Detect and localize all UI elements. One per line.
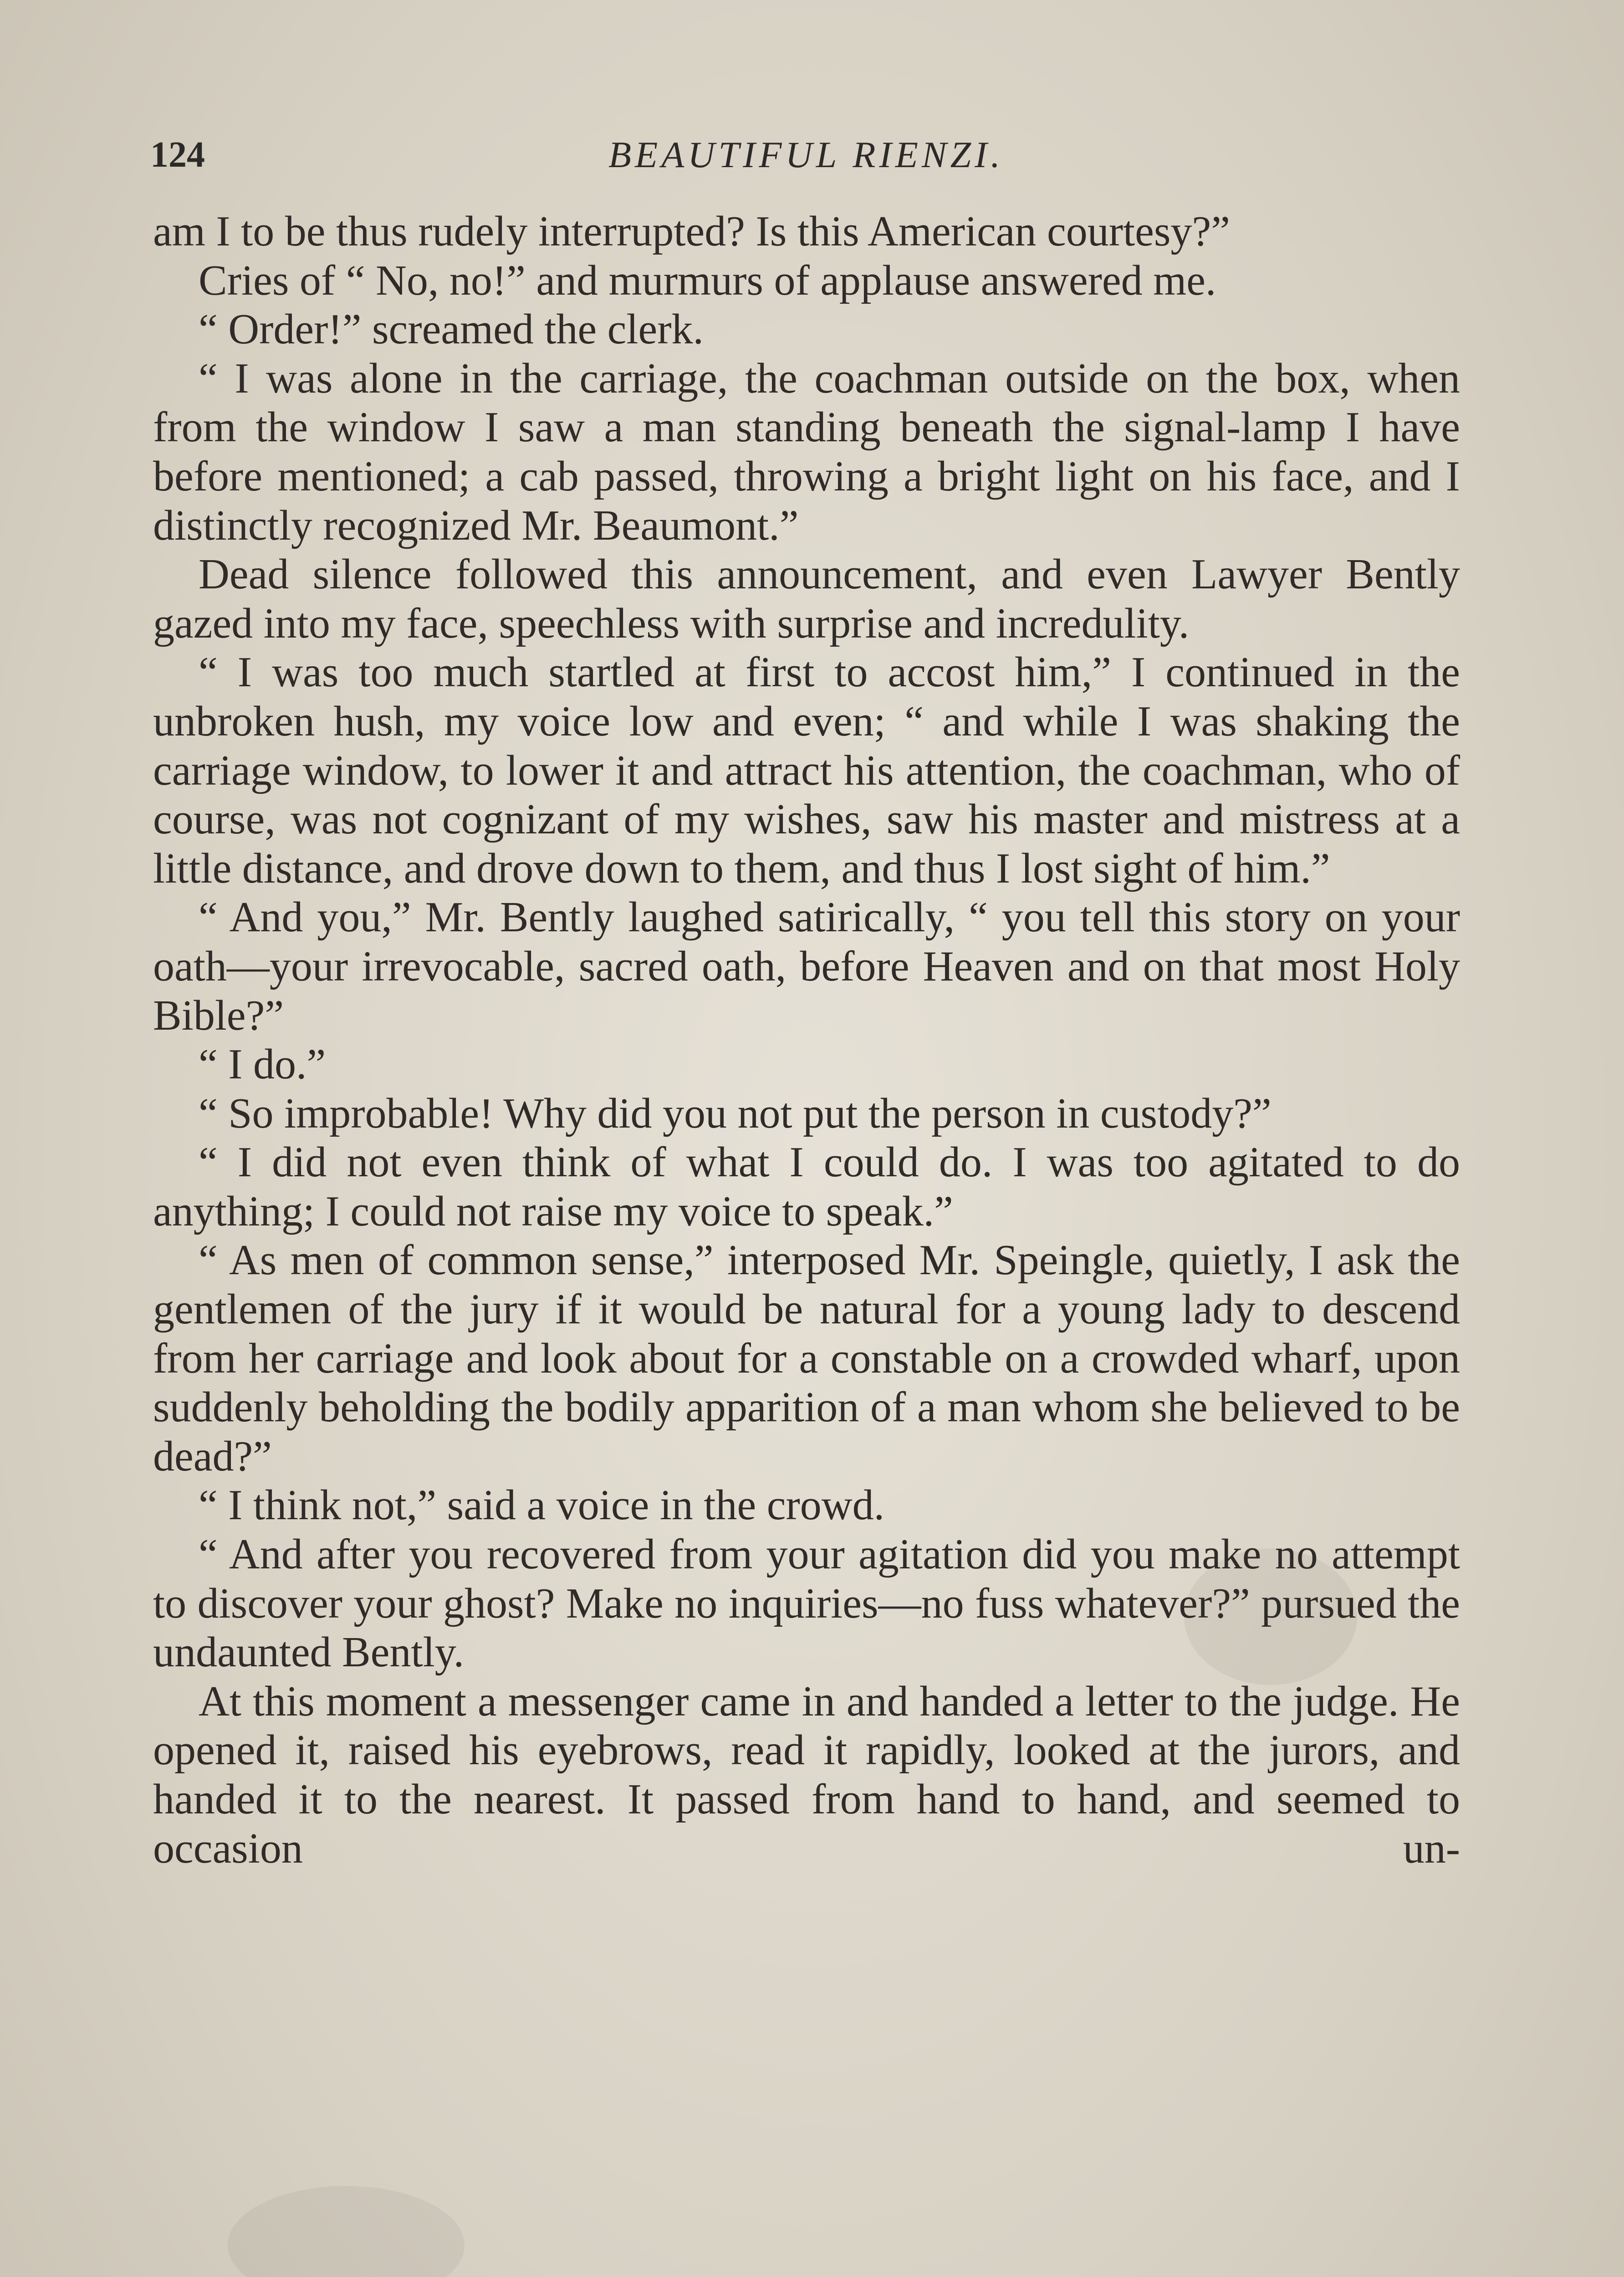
paragraph: “ I was alone in the carriage, the coachman outside on the box, when from the window I saw a man standing beneath the signal-lamp I have before mentioned; a cab passed, throwing a bright light on his face, and I distinctly recognized Mr. Beaumont.” bbox=[153, 354, 1460, 549]
paragraph: “ As men of common sense,” interposed Mr. Speingle, quietly, I ask the gentlemen of the jury if it would be natural for a young lady to descend from her carriage and look about for a constable on a crowded wharf, upon suddenly beholding the bodily apparition of a man whom she believed to be dead?” bbox=[153, 1236, 1460, 1480]
paragraph: Cries of “ No, no!” and murmurs of applause answered me. bbox=[199, 256, 1216, 304]
paragraph: “ And after you recovered from your agitation did you make no attempt to discover your ghost? Make no inquiries—no fuss whatever?” pursued the undaunted Bently. bbox=[153, 1531, 1460, 1676]
page-header bbox=[150, 123, 1462, 187]
paragraph: “ So improbable! Why did you not put the person in custody?” bbox=[199, 1089, 1272, 1137]
paper-stain bbox=[228, 2186, 465, 2277]
body-text bbox=[153, 207, 1460, 1873]
paragraph: “ And you,” Mr. Bently laughed satirically, “ you tell this story on your oath—your irrevocable, sacred oath, before Heaven and on that most Holy Bible?” bbox=[153, 893, 1460, 1039]
paragraph: “ I was too much startled at first to accost him,” I continued in the unbroken hush, my voice low and even; “ and while I was shaking the carriage window, to lower it and attract his attention, the coachman, who of course, was not cognizant of my wishes, saw his master and mistress at a little distance, and drove down to them, and thus I lost sight of him.” bbox=[153, 648, 1460, 892]
paragraph: “ I did not even think of what I could do. I was too agitated to do anything; I could not raise my voice to speak.” bbox=[153, 1138, 1460, 1235]
paragraph: “ Order!” screamed the clerk. bbox=[199, 306, 704, 353]
running-title: BEAUTIFUL RIENZI. bbox=[608, 134, 1004, 175]
paragraph: am I to be thus rudely interrupted? Is this American courtesy?” bbox=[153, 208, 1230, 255]
paragraph: “ I do.” bbox=[199, 1041, 326, 1088]
paragraph: Dead silence followed this announcement, and even Lawyer Bently gazed into my face, speechless with surprise and incredulity. bbox=[153, 551, 1460, 647]
page-number: 124 bbox=[150, 135, 205, 175]
paragraph: At this moment a messenger came in and handed a letter to the judge. He opened it, raised his eyebrows, read it rapidly, looked at the jurors, and handed it to the nearest. It passed from hand to hand, and seemed to occasion un- bbox=[153, 1677, 1460, 1872]
paragraph: “ I think not,” said a voice in the crowd. bbox=[199, 1481, 885, 1529]
